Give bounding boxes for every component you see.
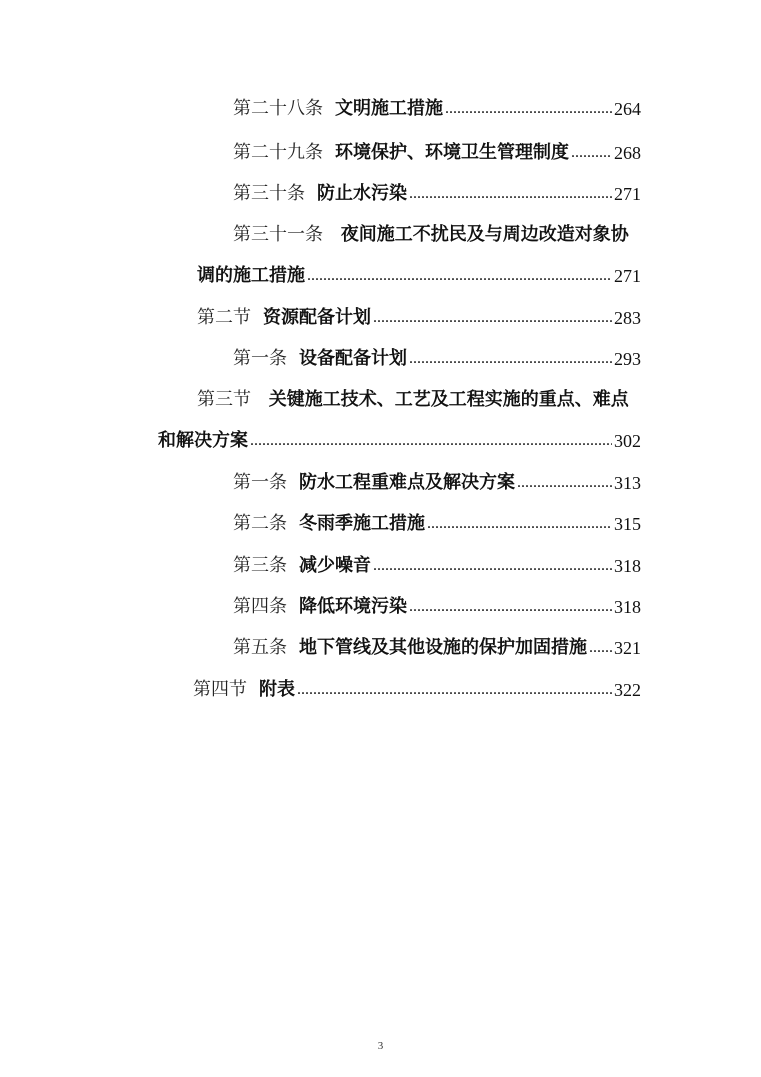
toc-entry-title: 夜间施工不扰民及与周边改造对象协 bbox=[340, 224, 629, 245]
toc-leader-dots bbox=[409, 346, 612, 372]
toc-leader-dots bbox=[571, 140, 612, 166]
toc-entry-number: 第四节 bbox=[193, 679, 247, 700]
toc-entry-number: 第二条 bbox=[233, 513, 287, 534]
toc-entry[interactable] bbox=[233, 181, 641, 207]
toc-entry-page: 264 bbox=[614, 99, 641, 119]
toc-entry[interactable] bbox=[233, 346, 641, 372]
toc-entry[interactable] bbox=[197, 305, 641, 331]
toc-entry-number: 第二十九条 bbox=[233, 142, 323, 163]
toc-entry-title: 设备配备计划 bbox=[299, 348, 407, 369]
toc-entry-number: 第三十条 bbox=[233, 183, 305, 204]
toc-entry-line2[interactable] bbox=[158, 428, 641, 454]
toc-entry-page: 293 bbox=[614, 349, 641, 369]
toc-entry-page: 302 bbox=[614, 431, 641, 451]
toc-entry-line1[interactable] bbox=[197, 387, 629, 413]
toc-entry-number: 第五条 bbox=[233, 637, 287, 658]
page-number: 3 bbox=[377, 1040, 384, 1052]
toc-entry-number: 第一条 bbox=[233, 472, 287, 493]
toc-entry-number: 第三条 bbox=[233, 555, 287, 576]
toc-leader-dots bbox=[409, 181, 612, 207]
toc-entry-title: 关键施工技术、工艺及工程实施的重点、难点 bbox=[268, 389, 629, 410]
toc-entry[interactable] bbox=[233, 553, 641, 579]
toc-entry-number: 第三节 bbox=[197, 389, 251, 410]
toc-entry[interactable] bbox=[233, 470, 641, 496]
toc-entry-title: 降低环境污染 bbox=[299, 596, 407, 617]
toc-entry-page: 321 bbox=[614, 638, 641, 658]
toc-entry-title: 资源配备计划 bbox=[263, 307, 371, 328]
toc-leader-dots bbox=[250, 428, 612, 454]
toc-leader-dots bbox=[373, 305, 612, 331]
toc-entry-number: 第四条 bbox=[233, 596, 287, 617]
toc-entry[interactable] bbox=[233, 140, 641, 166]
toc-leader-dots bbox=[427, 511, 612, 537]
toc-entry[interactable] bbox=[233, 594, 641, 620]
toc-entry-page: 315 bbox=[614, 514, 641, 534]
toc-entry-number: 第一条 bbox=[233, 348, 287, 369]
toc-leader-dots bbox=[307, 263, 612, 289]
toc-entry-page: 318 bbox=[614, 556, 641, 576]
toc-entry-title-continued: 调的施工措施 bbox=[197, 265, 305, 286]
toc-entry[interactable] bbox=[233, 511, 641, 537]
toc-leader-dots bbox=[589, 635, 612, 661]
toc-entry-page: 318 bbox=[614, 597, 641, 617]
toc-entry-number: 第二节 bbox=[197, 307, 251, 328]
toc-leader-dots bbox=[445, 96, 612, 122]
toc-entry-line1[interactable] bbox=[233, 222, 629, 248]
toc-entry-number: 第二十八条 bbox=[233, 98, 323, 119]
toc-entry-title: 防止水污染 bbox=[317, 183, 407, 204]
toc-entry-page: 283 bbox=[614, 308, 641, 328]
toc-leader-dots bbox=[373, 553, 612, 579]
toc-entry-page: 313 bbox=[614, 473, 641, 493]
toc-entry-line2[interactable] bbox=[197, 263, 641, 289]
toc-entry-title: 地下管线及其他设施的保护加固措施 bbox=[299, 637, 587, 658]
toc-entry-title: 附表 bbox=[259, 679, 295, 700]
toc-entry-number: 第三十一条 bbox=[233, 224, 323, 245]
toc-entry-title-continued: 和解决方案 bbox=[158, 430, 248, 451]
toc-leader-dots bbox=[409, 594, 612, 620]
toc-entry-title: 冬雨季施工措施 bbox=[299, 513, 425, 534]
toc-entry[interactable] bbox=[233, 635, 641, 661]
toc-entry[interactable] bbox=[193, 677, 641, 703]
toc-leader-dots bbox=[517, 470, 612, 496]
toc-entry-page: 268 bbox=[614, 143, 641, 163]
toc-entry-page: 322 bbox=[614, 680, 641, 700]
toc-entry-page: 271 bbox=[614, 184, 641, 204]
toc-entry-title: 文明施工措施 bbox=[335, 98, 443, 119]
toc-entry[interactable] bbox=[233, 96, 641, 122]
toc-entry-page: 271 bbox=[614, 266, 641, 286]
toc-leader-dots bbox=[297, 677, 612, 703]
toc-entry-title: 防水工程重难点及解决方案 bbox=[299, 472, 515, 493]
toc-entry-title: 减少噪音 bbox=[299, 555, 371, 576]
toc-entry-title: 环境保护、环境卫生管理制度 bbox=[335, 142, 569, 163]
